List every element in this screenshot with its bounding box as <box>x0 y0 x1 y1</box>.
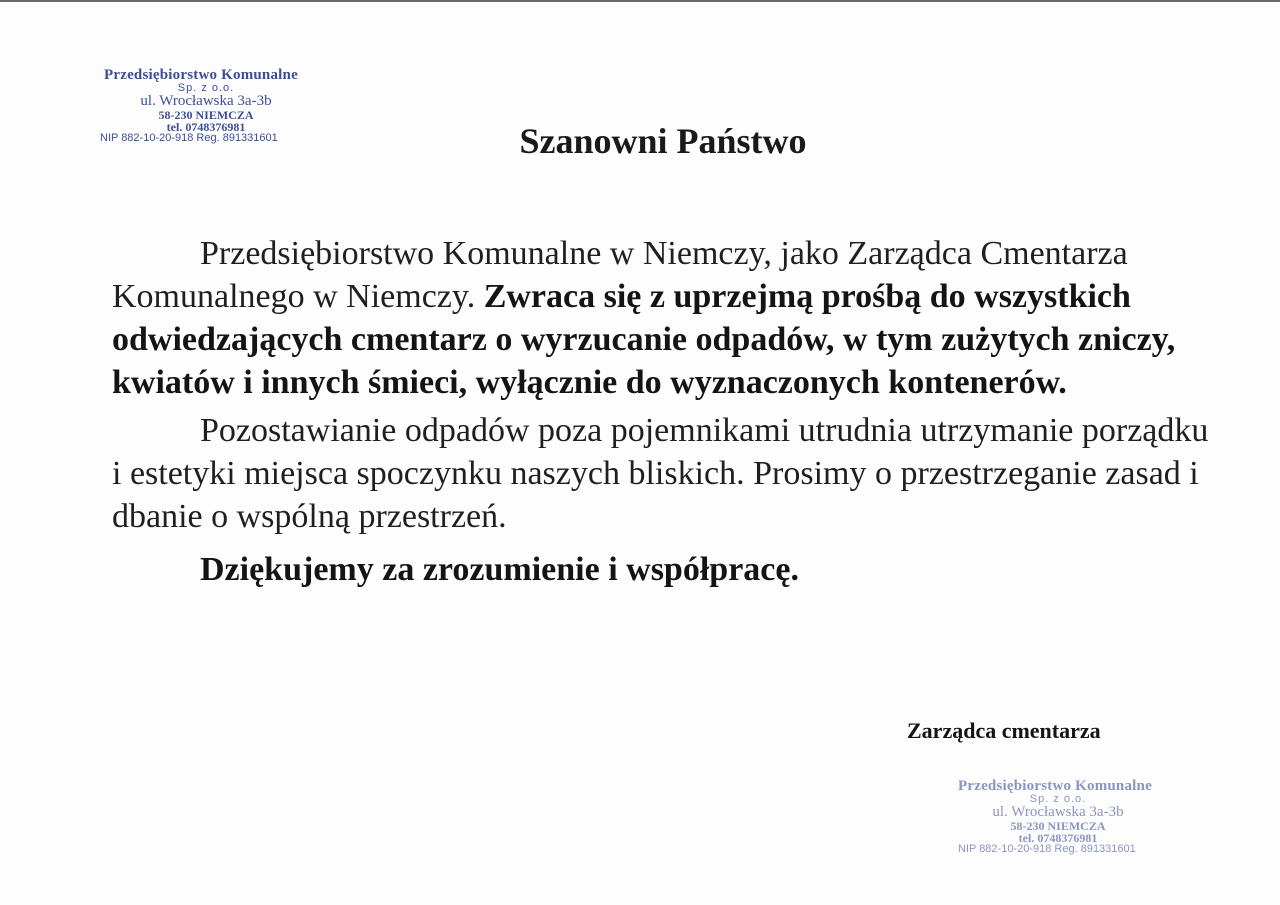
stamp-city: 58-230 NIEMCZA <box>158 108 254 122</box>
paragraph-request: Pozostawianie odpadów poza pojemnikami utrudnia utrzymanie porządku i estetyki miejsca spoczynku naszych bliskich. Prosimy o przestrzeganie zasad i dbanie o wspólną przestrzeń. <box>112 412 1209 535</box>
stamp-phone: tel. 0748376981 <box>1018 831 1098 845</box>
stamp-company-form: Sp. z o.o. <box>177 82 235 94</box>
stamp-city: 58-230 NIEMCZA <box>1010 819 1106 833</box>
stamp-company-name: Przedsiębiorstwo Komunalne <box>104 67 298 83</box>
stamp-street: ul. Wrocławska 3a-3b <box>992 804 1124 820</box>
paragraph-intro-normal: Przedsiębiorstwo Komunalne w Niemczy, jako Zarządca Cmentarza Komunalnego w Niemczy. <box>112 235 1128 315</box>
stamp-phone: tel. 0748376981 <box>166 120 246 134</box>
company-stamp-bottom <box>948 779 1168 855</box>
signature-label: Zarządca cmentarza <box>907 718 1101 743</box>
thanks-line: Dziękujemy za zrozumienie i współpracę. <box>200 551 799 588</box>
notice-body <box>112 232 1222 591</box>
paragraph-intro <box>112 232 1222 404</box>
stamp-company-name: Przedsiębiorstwo Komunalne <box>958 778 1152 794</box>
stamp-nip-reg: NIP 882-10-20-918 Reg. 891331601 <box>958 843 1136 855</box>
paragraph-intro-bold: Zwraca się z uprzejmą prośbą do wszystkich odwiedzających cmentarz o wyrzucanie odpadów, w tym zużytych zniczy, kwiatów i innych śmieci, wyłącznie do wyznaczonych kontenerów. <box>112 278 1176 401</box>
page-title: Szanowni Państwo <box>519 121 807 161</box>
stamp-company-form: Sp. z o.o. <box>1029 793 1087 805</box>
scan-edge <box>0 0 1280 2</box>
stamp-street: ul. Wrocławska 3a-3b <box>140 93 272 109</box>
stamp-nip-reg: NIP 882-10-20-918 Reg. 891331601 <box>100 132 278 144</box>
